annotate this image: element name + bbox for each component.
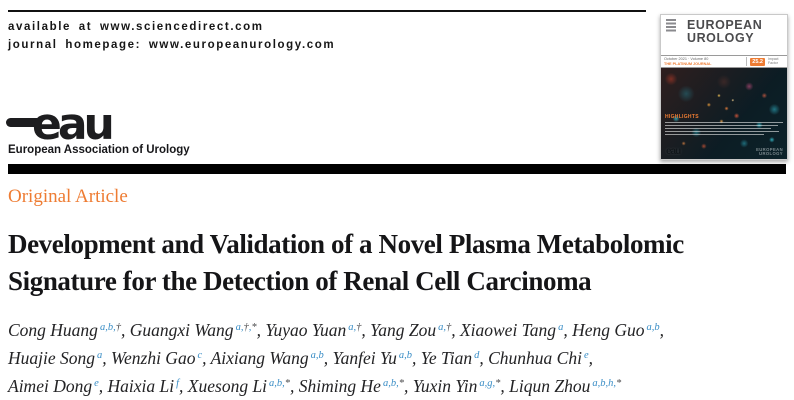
cover-footer-right	[756, 148, 783, 157]
author-lines	[8, 318, 664, 400]
author-affiliation-superscript: a,g,*	[479, 377, 501, 389]
header-divider-bar	[8, 164, 786, 174]
author-name: Huajie Song	[8, 348, 96, 368]
section-label: Original Article	[8, 186, 128, 207]
author-affiliation-superscript: c	[197, 349, 203, 361]
publisher-mark-icon	[666, 19, 676, 33]
cover-eau-logo: eau	[666, 146, 681, 157]
author-affiliation-superscript: e	[583, 349, 589, 361]
journal-homepage-line: journal homepage: www.europeanurology.com	[8, 39, 336, 51]
article-title-line1: Development and Validation of a Novel Plasma Metabolomic	[8, 229, 684, 259]
cover-title-line2: UROLOGY	[687, 30, 755, 45]
eau-caption: European Association of Urology	[8, 144, 190, 156]
author-affiliation-superscript: a	[558, 321, 564, 333]
author-line: Cong Huang $^{a,b,\dagger}$, Guangxi Wang $^{a,\dagger,*}$, Yuyao Yuan $^{a,\dagger}$, Yang Zou $^{a,\dagger}$, Xiaowei Tang $^a$, Heng Guo $^{a,b}$,	[8, 320, 664, 340]
author-name: Ye Tian	[420, 348, 473, 368]
cover-issue-info: October 2021 · Volume 80	[664, 57, 709, 61]
author-name: Guangxi Wang	[129, 320, 234, 340]
cover-highlights	[665, 114, 783, 135]
highlights-line	[665, 134, 764, 135]
cover-header	[661, 15, 787, 55]
eau-logo-icon	[6, 98, 136, 146]
author-name: Yuyao Yuan	[265, 320, 347, 340]
author-name: Aimei Dong	[8, 376, 93, 396]
author-affiliation-superscript: e	[94, 377, 99, 389]
author-affiliation-superscript: a,b	[398, 349, 412, 361]
author-affiliation-superscript: d	[474, 349, 480, 361]
author-affiliation-superscript: a	[97, 349, 103, 361]
impact-factor-caption: Impact Factor	[768, 56, 779, 65]
author-name: Yuxin Yin	[412, 376, 478, 396]
author-line: Aimei Dong $^e$, Haixia Li $^f$, Xuesong Li $^{a,b,*}$, Shiming He $^{a,b,*}$, Yuxin Yin $^{a,g,*}$, Liqun Zhou $^{a,b,h,*}$	[8, 376, 622, 396]
svg-text:eau: eau	[32, 99, 111, 146]
top-rule	[8, 10, 646, 12]
author-name: Chunhua Chi	[488, 348, 582, 368]
author-name: Haixia Li	[107, 376, 175, 396]
author-affiliation-superscript: a,b,h,*	[592, 377, 622, 389]
author-name: Wenzhi Gao	[111, 348, 196, 368]
author-affiliation-superscript: f	[176, 377, 180, 389]
article-title-line2: Signature for the Detection of Renal Cell Carcinoma	[8, 266, 592, 296]
author-affiliation-superscript: a,†	[348, 321, 362, 333]
author-affiliation-superscript: a,b	[310, 349, 324, 361]
sciencedirect-line: available at www.sciencedirect.com	[8, 21, 264, 33]
highlights-line	[665, 122, 783, 123]
author-name: Yang Zou	[370, 320, 437, 340]
author-name: Xuesong Li	[187, 376, 268, 396]
author-name: Shiming He	[298, 376, 381, 396]
cover-footer-right-line1: EUROPEAN	[756, 146, 783, 152]
journal-cover	[660, 14, 788, 160]
impact-factor-badge: 25.2	[752, 58, 763, 65]
cover-journal-title	[687, 18, 779, 44]
cover-title-line1: EUROPEAN	[687, 17, 763, 32]
cover-strip-divider	[746, 57, 747, 66]
highlights-line	[665, 125, 778, 126]
highlights-label: HIGHLIGHTS	[665, 114, 699, 120]
author-name: Yanfei Yu	[332, 348, 397, 368]
author-name: Xiaowei Tang	[459, 320, 557, 340]
highlights-line	[665, 128, 771, 129]
author-name: Liqun Zhou	[509, 376, 591, 396]
author-affiliation-superscript: a,b,†	[99, 321, 121, 333]
author-affiliation-superscript: a,b,*	[269, 377, 291, 389]
highlights-line	[665, 131, 779, 132]
cover-footer-right-line2: UROLOGY	[759, 151, 783, 157]
author-name: Cong Huang	[8, 320, 98, 340]
author-line: Huajie Song $^a$, Wenzhi Gao $^c$, Aixiang Wang $^{a,b}$, Yanfei Yu $^{a,b}$, Ye Tian $^d$, Chunhua Chi $^e$,	[8, 348, 594, 368]
author-name: Aixiang Wang	[210, 348, 309, 368]
article-title	[8, 226, 684, 300]
cover-info-strip	[661, 55, 787, 68]
cover-issue-block	[664, 57, 743, 66]
author-name: Heng Guo	[572, 320, 645, 340]
author-affiliation-superscript: a,†	[438, 321, 452, 333]
cover-platinum-line: THE PLATINUM JOURNAL	[664, 61, 712, 66]
author-affiliation-superscript: a,b,*	[382, 377, 404, 389]
cover-artwork	[661, 68, 787, 160]
author-affiliation-superscript: a,b	[646, 321, 660, 333]
author-affiliation-superscript: a,†,*	[235, 321, 257, 333]
